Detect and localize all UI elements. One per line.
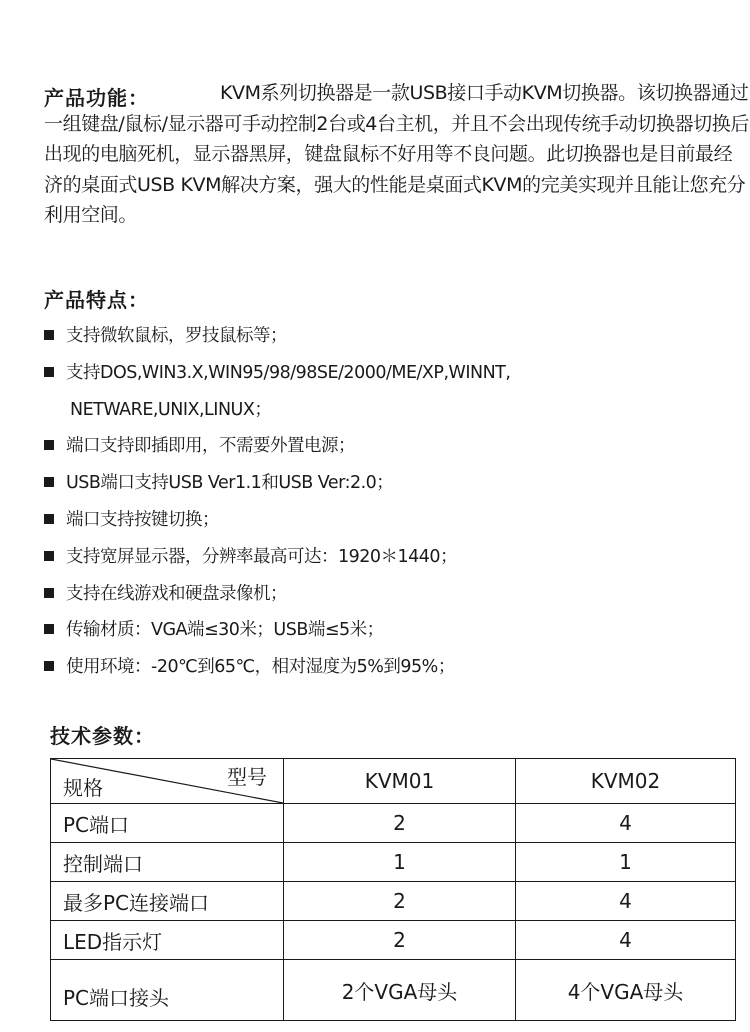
spec-table [50,758,736,1021]
bullet-square-icon [44,551,54,561]
bullet-square-icon [44,367,54,377]
specs-heading: 技术参数： [50,724,155,748]
features-list [44,318,510,686]
feature-item: 支持在线游戏和硬盘录像机； [44,576,510,613]
cell-value: 4 [516,921,736,960]
cell-value: 4个VGA母头 [516,960,736,1021]
table-row [51,843,736,882]
spec-label: 规格 [63,776,103,800]
features-heading: 产品特点： [44,288,149,312]
function-description [44,78,750,231]
function-text-prefix: KVM系列切换器是一款USB接口手动KVM切换器。该 [220,82,656,104]
table-row [51,804,736,843]
feature-item-continuation: NETWARE,UNIX,LINUX； [70,399,272,420]
feature-item: 支持DOS,WIN3.X,WIN95/98/98SE/2000/ME/XP,WINNT, [44,355,510,392]
row-label: PC端口接头 [51,960,284,1021]
model-header-kvm02: KVM02 [516,759,736,804]
feature-item: 支持微软鼠标，罗技鼠标等； [44,318,510,355]
function-text-rest: 切换器通过一组键盘/鼠标/显示器可手动控制2台或4台主机，并且不会出现传统手动切换器切换后出现的电脑死机，显示器黑屏，键盘鼠标不好用等不良问题。此切换器也是目前最经济的桌面式USB KVM解决方案，强大的性能是桌面式KVM的完美实现并且能让您充分利用空间。 [44,82,749,226]
row-label: PC端口 [51,804,284,843]
bullet-square-icon [44,624,54,634]
feature-item: 端口支持即插即用，不需要外置电源； [44,428,510,465]
cell-value: 2个VGA母头 [284,960,516,1021]
bullet-square-icon [44,477,54,487]
row-label: 最多PC连接端口 [51,882,284,921]
table-row [51,960,736,1021]
bullet-square-icon [44,330,54,340]
cell-value: 2 [284,804,516,843]
cell-value: 2 [284,921,516,960]
feature-item: 端口支持按键切换； [44,502,510,539]
feature-item: 传输材质：VGA端≤30米；USB端≤5米； [44,612,510,649]
feature-item: USB端口支持USB Ver1.1和USB Ver:2.0； [44,465,510,502]
cell-value: 2 [284,882,516,921]
table-header-row [51,759,736,804]
cell-value: 4 [516,804,736,843]
bullet-square-icon [44,661,54,671]
feature-item: 支持宽屏显示器，分辨率最高可达：1920＊1440； [44,539,510,576]
table-row [51,882,736,921]
row-label: 控制端口 [51,843,284,882]
bullet-square-icon [44,588,54,598]
function-heading: 产品功能： [44,86,149,110]
header-corner-cell [51,759,284,804]
model-label: 型号 [227,765,267,789]
cell-value: 1 [516,843,736,882]
bullet-square-icon [44,440,54,450]
cell-value: 4 [516,882,736,921]
bullet-square-icon [44,514,54,524]
row-label: LED指示灯 [51,921,284,960]
model-header-kvm01: KVM01 [284,759,516,804]
feature-item: 使用环境：-20℃到65℃，相对湿度为5%到95%； [44,649,510,686]
table-row [51,921,736,960]
cell-value: 1 [284,843,516,882]
